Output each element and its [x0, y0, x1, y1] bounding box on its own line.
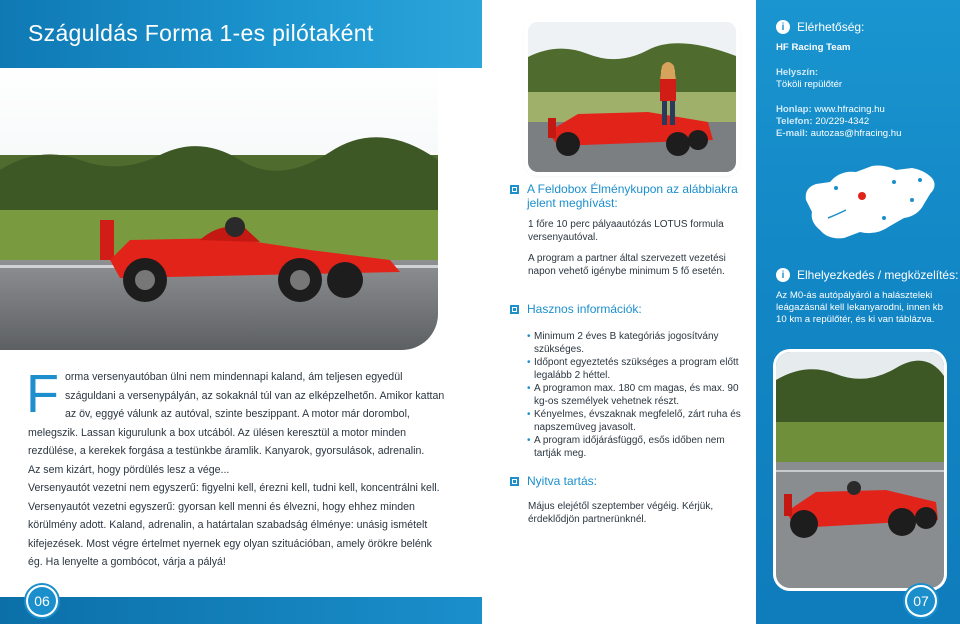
contact-block	[776, 42, 948, 140]
voucher-heading-row	[510, 182, 750, 210]
voucher-body	[528, 218, 750, 278]
useful-item-5: • A program időjárásfüggő, esős időben nem tartják meg.	[528, 434, 750, 460]
useful-heading: Hasznos információk:	[527, 302, 642, 316]
square-bullet-icon	[510, 477, 519, 486]
page-number-left-label: 06	[28, 587, 56, 615]
page-number-left	[24, 583, 60, 619]
page-number-right	[903, 583, 939, 619]
square-bullet-icon	[510, 305, 519, 314]
contact-heading: Elérhetőség:	[797, 20, 865, 34]
season-body	[528, 500, 750, 526]
race-car-sidebar-photo	[776, 352, 944, 588]
season-text: Május elejétől szeptember végéig. Kérjük, érdeklődjön partnerünknél.	[528, 501, 714, 525]
season-heading: Nyitva tartás:	[527, 474, 598, 488]
voucher-item-1: 1 főre 10 perc pályaautózás LOTUS formula versenyautóval.	[528, 219, 724, 243]
useful-info-section	[510, 302, 750, 460]
hungary-map-icon	[800, 160, 940, 250]
title-bar	[0, 0, 482, 68]
useful-list	[528, 330, 750, 460]
phone-row: Telefon: 20/229-4342	[776, 116, 870, 127]
left-footer-bar	[0, 597, 482, 624]
info-icon: i	[776, 268, 790, 282]
useful-item-1: • Minimum 2 éves B kategóriás jogosítvány szükséges.	[528, 330, 750, 356]
page-number-right-label: 07	[907, 587, 935, 615]
voucher-section	[510, 182, 750, 286]
location-label: Helyszín:	[776, 67, 819, 78]
email-row: E-mail: autozas@hfracing.hu	[776, 128, 902, 139]
article-paragraph-2: Az sem kizárt, hogy pördülés lesz a vége...	[28, 463, 230, 476]
square-bullet-icon	[510, 185, 519, 194]
company-name: HF Racing Team	[776, 42, 851, 53]
directions-heading-row	[776, 268, 958, 282]
voucher-item-2: A program a partner által szervezett vezetési napon vehető igénybe minimum 5 fő esetén.	[528, 253, 726, 277]
useful-body	[528, 330, 750, 460]
page-title: Száguldás Forma 1-es pilótaként	[28, 20, 374, 46]
useful-item-4: • Kényelmes, évszaknak megfelelő, zárt ruha és napszemüveg javasolt.	[528, 408, 750, 434]
directions-text: Az M0-ás autópályáról a halászteleki leágazásnál kell lekanyarodni, innen kb 10 km a repülőtér, és ki van táblázva.	[776, 290, 943, 325]
article-paragraph-1: orma versenyautóban ülni nem mindennapi kaland, ám teljesen egyedül száguldani a versenypályán, az sokaknál túl van az elképzelhetőn. Amikor kattan az öv, eggyé válunk az autóval, szinte beszippant. A motor már dorombol, melegszik. Lassan kigurulunk a box utcából. Az ülésen keresztül a motor minden rezdülése, a kerekek forgása a testünkbe áramlik. Kanyarok, gyorsulások, adrenalin.	[28, 371, 445, 457]
location-value: Tököli repülőtér	[776, 79, 843, 90]
season-heading-row	[510, 474, 750, 488]
email-link[interactable]: autozas@hfracing.hu	[810, 128, 902, 139]
article-paragraph-3: Versenyautót vezetni nem egyszerű: figyelni kell, érezni kell, tudni kell, koncentrálni kell. Versenyautót vezetni egyszerű: gyorsan kell menni és élvezni, hogy ehhez minden körülmény adott. Kaland, adrenalin, a határtalan szabadság élménye: unásig ismételt kifejezések. Most végre értelmet nyernek egy olyan szituációban, amely örökre belénk ég. Ha lenyelte a gombócot, várja a pályá!	[28, 482, 440, 568]
directions-heading: Elhelyezkedés / megközelítés:	[797, 268, 959, 282]
race-car-hero-photo	[0, 60, 438, 350]
voucher-heading: A Feldobox Élménykupon az alábbiakra jelent meghívást:	[527, 182, 738, 210]
web-row: Honlap: www.hfracing.hu	[776, 104, 885, 115]
article-body	[26, 364, 446, 572]
season-section	[510, 474, 750, 534]
web-link[interactable]: www.hfracing.hu	[814, 104, 885, 115]
drop-cap: F	[26, 364, 59, 424]
info-icon: i	[776, 20, 790, 34]
car-with-driver-photo	[528, 22, 736, 172]
useful-heading-row	[510, 302, 750, 316]
phone-value: 20/229-4342	[815, 116, 870, 127]
useful-item-2: • Időpont egyeztetés szükséges a program előtt legalább 2 héttel.	[528, 356, 750, 382]
useful-item-3: • A programon max. 180 cm magas, és max. 90 kg-os személyek vehetnek részt.	[528, 382, 750, 408]
contact-heading-row	[776, 20, 864, 34]
